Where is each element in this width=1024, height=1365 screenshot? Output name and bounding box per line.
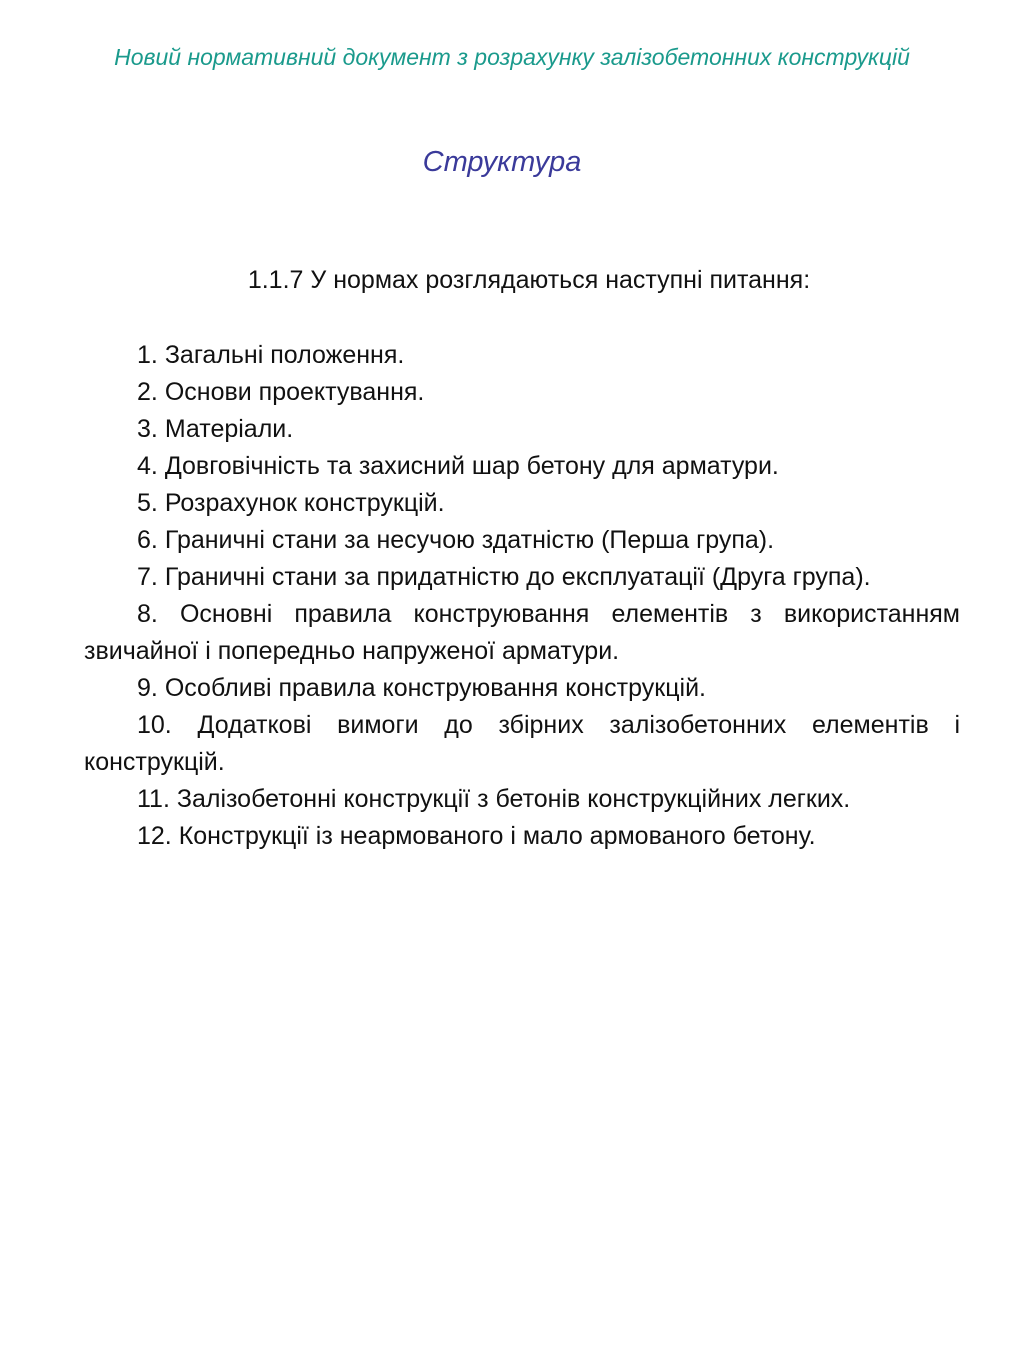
list-item	[84, 522, 960, 559]
item-number: 3.	[137, 415, 158, 443]
item-text: Основи проектування.	[164, 378, 425, 406]
list-item	[84, 818, 960, 855]
item-text: Залізобетонні конструкції з бетонів конструкційних легких.	[176, 785, 851, 813]
list-item	[84, 596, 960, 670]
item-text: Особливі правила конструювання конструкцій.	[164, 674, 706, 702]
item-text: Конструкції із неармованого і мало армованого бетону.	[178, 822, 816, 850]
intro-paragraph: 1.1.7 У нормах розглядаються наступні питання:	[247, 266, 811, 294]
item-text: Довговічність та захисний шар бетону для арматури.	[164, 452, 779, 480]
item-number: 8.	[137, 600, 158, 628]
item-text: Загальні положення.	[164, 341, 405, 369]
list-item	[84, 670, 960, 707]
list-item	[84, 374, 960, 411]
list-item	[84, 337, 960, 374]
item-text: Матеріали.	[164, 415, 294, 443]
item-number: 6.	[137, 526, 158, 554]
item-number: 9.	[137, 674, 158, 702]
item-number: 4.	[137, 452, 158, 480]
item-text: Основні правила конструювання елементів з використанням звичайної і попередньо напруженої арматури.	[84, 600, 960, 665]
item-text: Розрахунок конструкцій.	[164, 489, 445, 517]
item-number: 10.	[137, 711, 172, 739]
topics-list	[84, 337, 960, 855]
list-item	[84, 485, 960, 522]
item-number: 2.	[137, 378, 158, 406]
item-number: 1.	[137, 341, 158, 369]
item-number: 11.	[137, 785, 170, 813]
item-text: Граничні стани за придатністю до експлуатації (Друга група).	[164, 563, 871, 591]
item-text: Граничні стани за несучою здатністю (Перша група).	[164, 526, 775, 554]
document-body	[84, 262, 960, 855]
list-item	[84, 448, 960, 485]
item-text: Додаткові вимоги до збірних залізобетонних елементів і конструкцій.	[84, 711, 960, 776]
list-item	[84, 411, 960, 448]
list-item	[84, 781, 960, 818]
item-number: 7.	[137, 563, 158, 591]
document-subtitle: Новий нормативний документ з розрахунку залізобетонних конструкцій	[114, 44, 910, 70]
list-item	[84, 559, 960, 596]
list-item	[84, 707, 960, 781]
item-number: 5.	[137, 489, 158, 517]
item-number: 12.	[137, 822, 172, 850]
page-title: Структура	[422, 146, 582, 178]
